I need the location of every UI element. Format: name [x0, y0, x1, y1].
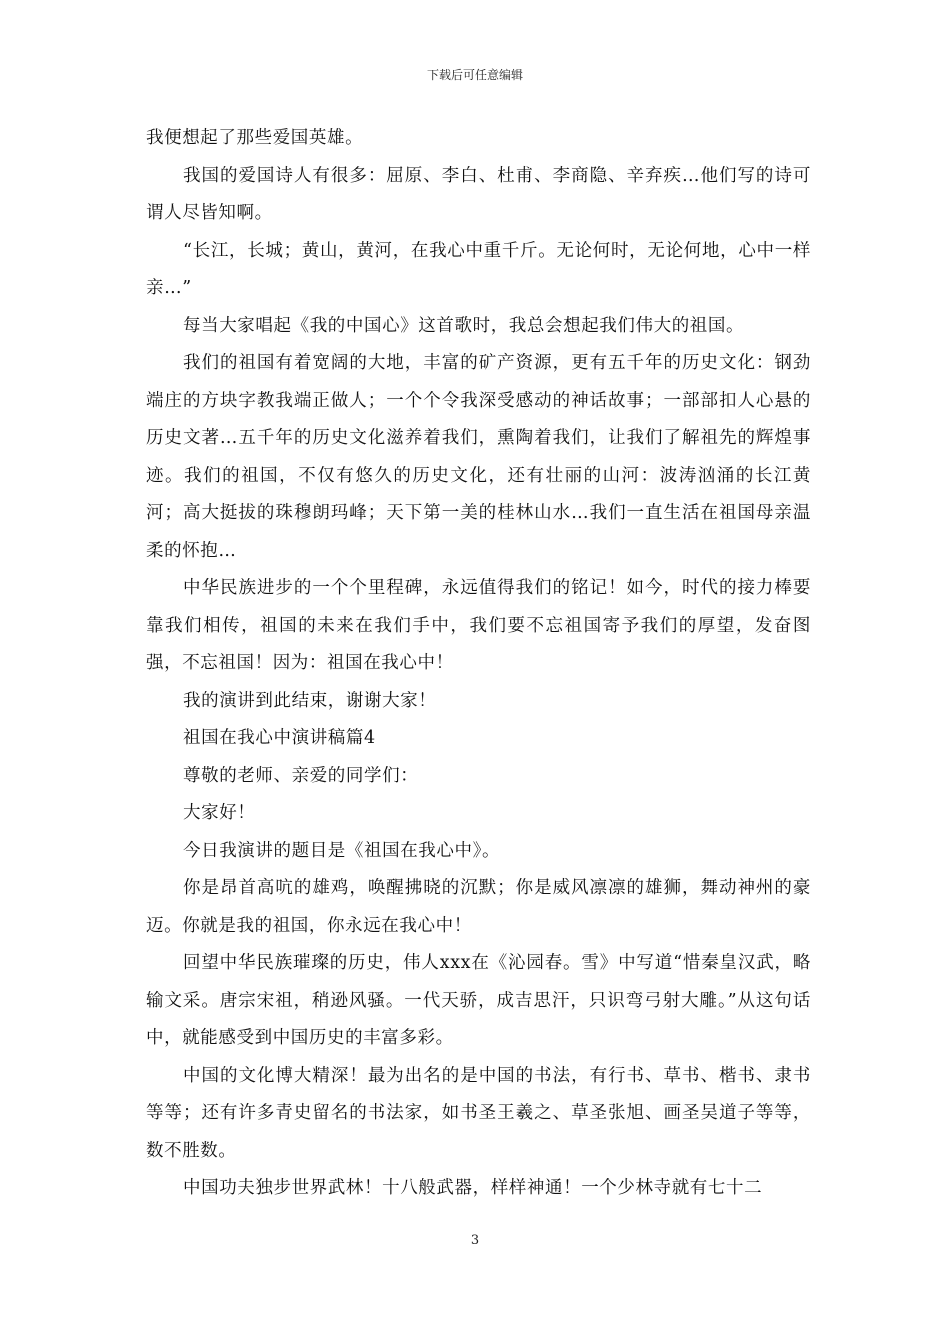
paragraph: 中国的文化博大精深！最为出名的是中国的书法，有行书、草书、楷书、隶书等等；还有许多青史留名的书法家，如书圣王羲之、草圣张旭、画圣吴道子等等，数不胜数。: [146, 1065, 811, 1161]
section-heading: 祖国在我心中演讲稿篇4: [183, 728, 376, 748]
greeting: 大家好！: [183, 803, 256, 823]
paragraph: 我的演讲到此结束，谢谢大家！: [183, 690, 437, 711]
page-number: 3: [470, 1233, 480, 1248]
salutation: 尊敬的老师、亲爱的同学们：: [183, 765, 419, 786]
paragraph: 中华民族进步的一个个里程碑，永远值得我们的铭记！如今，时代的接力棒要靠我们相传，祖国的未来在我们手中，我们要不忘祖国寄予我们的厚望，发奋图强，不忘祖国！因为：祖国在我心中！: [146, 578, 811, 673]
page-header: 下载后可任意编辑: [426, 68, 523, 82]
paragraph: 回望中华民族璀璨的历史，伟人xxx在《沁园春。雪》中写道“惜秦皇汉武，略输文采。唐宗宋祖，稍逊风骚。一代天骄，成吉思汗，只识弯弓射大雕。”从这句话中，就能感受到中国历史的丰富多彩。: [146, 953, 811, 1048]
paragraph: 我国的爱国诗人有很多：屈原、李白、杜甫、李商隐、辛弃疾…他们写的诗可谓人尽皆知啊。: [146, 165, 811, 223]
paragraph: “长江，长城；黄山，黄河，在我心中重千斤。无论何时，无论何地，心中一样亲…”: [146, 240, 811, 298]
paragraph: 每当大家唱起《我的中国心》这首歌时，我总会想起我们伟大的祖国。: [183, 315, 745, 336]
paragraph: 你是昂首高吭的雄鸡，唤醒拂晓的沉默；你是威风凛凛的雄狮，舞动神州的豪迈。你就是我的祖国，你永远在我心中！: [146, 878, 811, 936]
paragraph: 我便想起了那些爱国英雄。: [146, 128, 364, 148]
body-text: [146, 120, 811, 1208]
paragraph: 今日我演讲的题目是《祖国在我心中》。: [183, 840, 501, 861]
paragraph: 中国功夫独步世界武林！十八般武器，样样神通！一个少林寺就有七十二: [183, 1178, 763, 1198]
paragraph: 我们的祖国有着宽阔的大地，丰富的矿产资源，更有五千年的历史文化：钢劲端庄的方块字教我端正做人；一个个令我深受感动的神话故事；一部部扣人心悬的历史文著…五千年的历史文化滋养着我们，熏陶着我们，让我们了解祖先的辉煌事迹。我们的祖国，不仅有悠久的历史文化，还有壮丽的山河：波涛汹涌的长江黄河；高大挺拔的珠穆朗玛峰；天下第一美的桂林山水…我们一直生活在祖国母亲温柔的怀抱…: [146, 353, 811, 561]
